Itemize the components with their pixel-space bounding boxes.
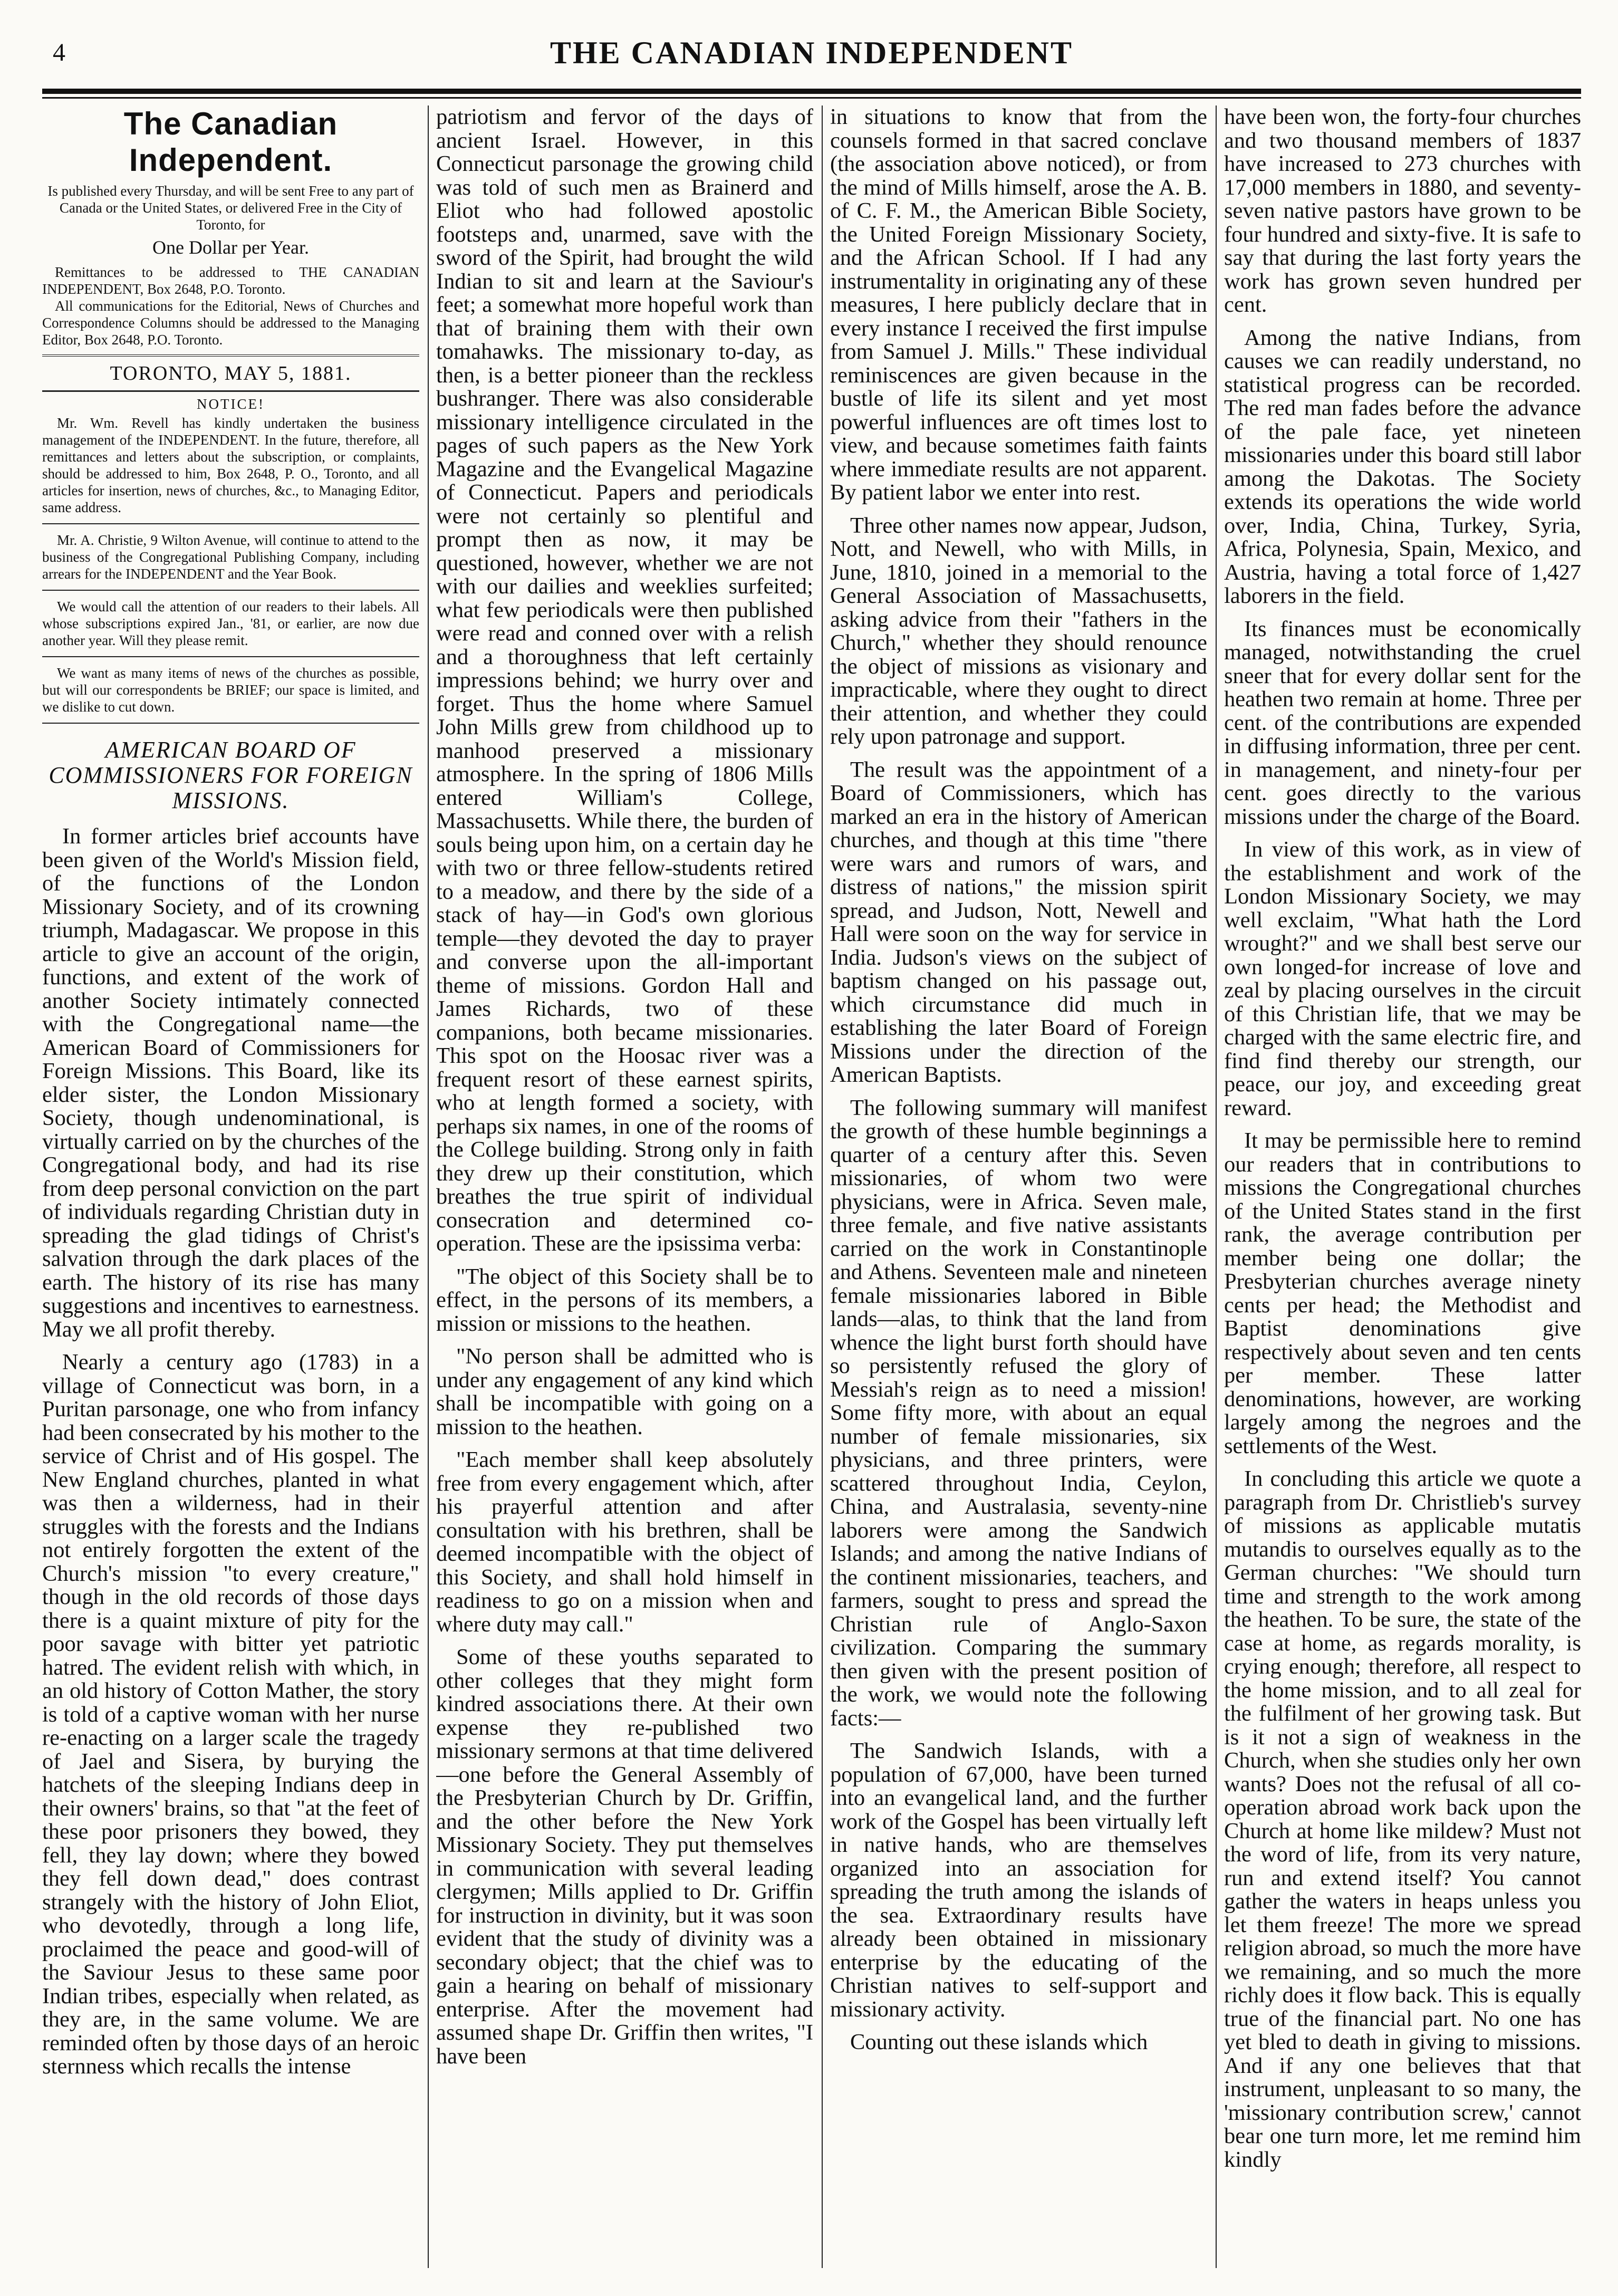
dateline: TORONTO, MAY 5, 1881. — [42, 354, 419, 392]
column-2 — [436, 105, 813, 2268]
article-paragraph: In view of this work, as in view of the establishment and work of the London Missionary Society, we may well exclaim, "What hath the Lord wrought?" and we shall best serve our own longed-for increase of love and zeal by placing ourselves in the circuit of this Christian life, that we may be charged with the same electric fire, and find find thereby our strength, our peace, our joy, and exceeding great reward. — [1224, 837, 1581, 1120]
notice-item: Mr. A. Christie, 9 Wilton Avenue, will continue to attend to the business of the Congregational Publishing Company, including arrears for the INDEPENDENT and the Year Book. — [42, 532, 419, 591]
notice-item: We would call the attention of our readers to their labels. All whose subscriptions expired Jan., '81, or earlier, are now due another year. Will they please remit. — [42, 598, 419, 657]
column-4 — [1224, 105, 1581, 2268]
article-paragraph: It may be permissible here to remind our readers that in contributions to missions the Congregational churches of the United States stand in the first rank, the average contribution per member being one dollar; the Presbyterian churches average ninety cents per head; the Methodist and Baptist denominations give respectively about seven and ten cents per member. These latter denominations, however, are working largely among the negroes and the settlements of the West. — [1224, 1128, 1581, 1458]
article-paragraph: The result was the appointment of a Board of Commissioners, which has marked an era in the history of American churches, and though at this time "there were wars and rumors of wars, and distress of nations," the mission spirit spread, and Judson, Nott, Newell and Hall were soon on the way for service in India. Judson's views on the subject of baptism changed on his passage out, which circumstance did much in establishing the later Board of Foreign Missions under the direction of the American Baptists. — [830, 757, 1207, 1087]
article-paragraph: Counting out these islands which — [850, 2030, 1148, 2054]
article-paragraph: In concluding this article we quote a paragraph from Dr. Christlieb's survey of missions as applicable mutatis mutandis to ourselves equally as to the German churches: "We should turn time and strength to the work among the heathen. To be sure, the state of the case at home, as regards morality, is crying enough; therefore, all respect to the home mission, and to all zeal for the fulfilment of her growing task. But is it not a sign of weakness in the Church, when she studies only her own wants? Does not the refusal of all co-operation abroad work back upon the Church at home like mildew? Must not the word of life, from its very nature, run and extend itself? You cannot gather the waters in heaps unless you let them freeze! The more we spread religion abroad, so much the more have we remaining, and so much the more richly does it flow back. This is equally true of the financial part. No one has yet bled to death in giving to missions. And if any one believes that that instrument, unpleasant to so many, the 'missionary contribution screw,' cannot bear one turn more, let me remind him kindly — [1224, 1466, 1581, 2172]
article-paragraph: Some of these youths separated to other colleges that they might form kindred associations there. At their own expense they re-published two missionary sermons at that time delivered—one before the General Assembly of the Presbyterian Church by Dr. Griffin, and the other before the New York Missionary Society. They put themselves in communication with several leading clergymen; Mills applied to Dr. Griffin for instruction in divinity, but it was soon evident that the study of divinity was a secondary object; that the chief was to gain a hearing on behalf of missionary enterprise. After the movement had assumed shape Dr. Griffin then writes, "I have been — [436, 1645, 813, 2069]
article-paragraph: Three other names now appear, Judson, Nott, and Newell, who with Mills, in June, 1810, joined in a memorial to the General Association of Massachusetts, asking advice from their "fathers in the Church," whether they should renounce the object of missions as visionary and impracticable, where they ought to direct their attention, and whether they could rely upon patronage and support. — [830, 513, 1207, 749]
notice-item: We want as many items of news of the churches as possible, but will our correspondents be BRIEF; our space is limited, and we dislike to cut down. — [42, 665, 419, 724]
communications-note: All communications for the Editorial, News of Churches and Correspondence Columns should be addressed to the Managing Editor, Box 2648, P.O. Toronto. — [42, 298, 419, 348]
article-paragraph: patriotism and fervor of the days of ancient Israel. However, in this Connecticut parsonage the growing child was told of such men as Brainerd and Eliot who had followed apostolic footsteps and, unarmed, save with the sword of the Spirit, had brought the wild Indian to sit and learn at the Saviour's feet; a somewhat more hopeful work than that of braining them with their own tomahawks. The missionary to-day, as then, is a better pioneer than the reckless bushranger. There was also considerable missionary intelligence circulated in the pages of such papers as the New York Magazine and the Evangelical Magazine of Connecticut. Papers and periodicals were not certainly so plentiful and prompt then as now, it may be questioned, however, whether we are not with our dailies and weeklies surfeited; what few periodicals were then published were read and conned over with a relish and a thoroughness that left certainly impressions behind; we hurry over and forget. Thus the home where Samuel John Mills grew from childhood up to manhood preserved a missionary atmosphere. In the spring of 1806 Mills entered William's College, Massachusetts. While there, the burden of souls being upon him, on a certain day he with two or three fellow-students retired to a meadow, and there by the side of a stack of hay—in God's own glorious temple—they devoted the day to prayer and converse upon the all-important theme of missions. Gordon Hall and James Richards, two of these companions, both became missionaries. This spot on the Hoosac river was a frequent resort of these earnest spirits, who at length formed a society, with perhaps six names, in one of the rooms of the College building. Strong only in faith they drew up their constitution, which breathes the true spirit of individual consecration and determined co-operation. These are the ipsissima verba: — [436, 105, 813, 1256]
header-rule-thin — [42, 97, 1581, 99]
notice-item: Mr. Wm. Revell has kindly undertaken the business management of the INDEPENDENT. In the future, therefore, all remittances and letters about the subscription, or complaints, should be addressed to him, Box 2648, P. O., Toronto, and all articles for insertion, news of churches, &c., to Managing Editor, same address. — [42, 415, 419, 524]
column-divider — [428, 105, 429, 2268]
article-paragraph: Its finances must be economically managed, notwithstanding the cruel sneer that for every dollar sent for the heathen two remain at home. Three per cent. of the contributions are expended in diffusing information, three per cent. in management, and ninety-four per cent. goes directly to the various missions under the charge of the Board. — [1224, 616, 1581, 829]
column-3 — [830, 105, 1207, 2268]
box-title: The Canadian Independent. — [123, 106, 338, 178]
article-heading: AMERICAN BOARD OF COMMISSIONERS FOR FOREIGN MISSIONS. — [49, 737, 413, 813]
article-paragraph: in situations to know that from the counsels formed in that sacred conclave (the association above noticed), or from the mind of Mills himself, arose the A. B. of C. F. M., the American Bible Society, the United Foreign Missionary Society, and the African School. If I had any instrumentality in originating any of these measures, I here publicly declare that in every instance I received the first impulse from Samuel J. Mills." These individual reminiscences are given because in the bustle of life its silent and yet most powerful influences are oft times lost to view, and because sometimes faith faints where immediate results are not apparent. By patient labor we enter into rest. — [830, 105, 1207, 505]
constitution-quote: "Each member shall keep absolutely free from every engagement which, after his prayerful attention and after consultation with his brethren, shall be deemed incompatible with the object of this Society, and shall hold himself in readiness to go on a mission when and where duty may call." — [436, 1447, 813, 1637]
publication-info: Is published every Thursday, and will be sent Free to any part of Canada or the United States, or delivered Free in the City of Toronto, for — [47, 183, 414, 233]
notice-heading: NOTICE! — [197, 396, 265, 412]
page-number: 4 — [53, 39, 65, 66]
header-rule — [42, 89, 1581, 94]
article-paragraph: In former articles brief accounts have been given of the World's Mission field, of the functions of the London Missionary Society, and of its crowning triumph, Madagascar. We propose in this article to give an account of the origin, functions, and extent of the work of another Society intimately connected with the Congregational name—the American Board of Commissioners for Foreign Missions. This Board, like its elder sister, the London Missionary Society, though undenominational, is virtually carried on by the churches of the Congregational body, and had its rise from deep personal conviction on the part of individuals regarding Christian duty in spreading the glad tidings of Christ's salvation through the dark places of the earth. The history of its rise has many suggestions and incentives to earnestness. May we all profit thereby. — [42, 824, 419, 1342]
column-1 — [42, 105, 419, 2268]
article-paragraph: The following summary will manifest the growth of these humble beginnings a quarter of a century after this. Seven missionaries, of whom two were physicians, were in Africa. Seven male, three female, and five native assistants carried on the work in Constantinople and Athens. Seventeen male and nineteen female missionaries labored in Bible lands—alas, to think that the land from whence the light burst forth should have so persistently refused the glory of Messiah's reign as to need a mission! Some fifty more, with about an equal number of female missionaries, six physicians, and three printers, were scattered throughout India, Ceylon, China, and Australasia, seventy-nine laborers were among the Sandwich Islands; and among the native Indians of the continent missionaries, teachers, and farmers, sought to press and spread the Christian rule of Anglo-Saxon civilization. Comparing the summary then given with the present position of the work, we would note the following facts:— — [830, 1095, 1207, 1731]
remittances-note: Remittances to be addressed to THE CANADIAN INDEPENDENT, Box 2648, P.O. Toronto. — [42, 264, 419, 297]
article-paragraph: Nearly a century ago (1783) in a village of Connecticut was born, in a Puritan parsonage, one who from infancy had been consecrated by his mother to the service of Christ and of His gospel. The New England churches, planted in what was then a wilderness, had in their struggles with the forests and the Indians not entirely forgotten the extent of the Church's mission "to every creature," though in the old records of those days there is a quaint mixture of pity for the poor savage with bitter yet patriotic hatred. The evident relish with which, in an old history of Cotton Mather, the story is told of a captive woman with her nurse re-enacting on a larger scale the tragedy of Jael and Sisera, by burying the hatchets of the sleeping Indians deep in their owners' brains, so that "at the feet of these poor prisoners they bowed, they fell, they lay down; where they bowed they fell down dead," does contrast strangely with the history of John Eliot, who devotedly, through a long life, proclaimed the peace and good-will of the Saviour Jesus to these same poor Indian tribes, especially when related, as they are, in the same volume. We are reminded often by those days of an heroic sternness which recalls the intense — [42, 1350, 419, 2079]
masthead-title: THE CANADIAN INDEPENDENT — [550, 35, 1074, 70]
column-divider — [822, 105, 823, 2268]
column-divider — [1216, 105, 1217, 2268]
subscription-price: One Dollar per Year. — [152, 237, 309, 258]
constitution-quote: "No person shall be admitted who is under any engagement of any kind which shall be incompatible with going on a mission to the heathen. — [436, 1344, 813, 1439]
constitution-quote: "The object of this Society shall be to effect, in the persons of its members, a mission or missions to the heathen. — [436, 1264, 813, 1336]
article-paragraph: have been won, the forty-four churches and two thousand members of 1837 have increased to 273 churches with 17,000 members in 1880, and seventy-seven native pastors have grown to be four hundred and sixty-five. It is safe to say that during the last forty years the work has grown seven hundred per cent. — [1224, 105, 1581, 317]
page-header — [42, 32, 1581, 111]
article-paragraph: Among the native Indians, from causes we can readily understand, no statistical progress can be recorded. The red man fades before the advance of the pale face, yet nineteen missionaries under this board still labor among the Dakotas. The Society extends its operations the wide world over, India, China, Turkey, Syria, Africa, Polynesia, Spain, Mexico, and Austria, having a total force of 1,427 laborers in the field. — [1224, 325, 1581, 608]
article-paragraph: The Sandwich Islands, with a population of 67,000, have been turned into an evangelical land, and the further work of the Gospel has been virtually left in native hands, who are themselves organized into an association for spreading the truth among the islands of the sea. Extraordinary results have already been obtained in missionary enterprise by the educating of the Christian natives to self-support and missionary activity. — [830, 1738, 1207, 2022]
article-columns — [42, 105, 1581, 2268]
